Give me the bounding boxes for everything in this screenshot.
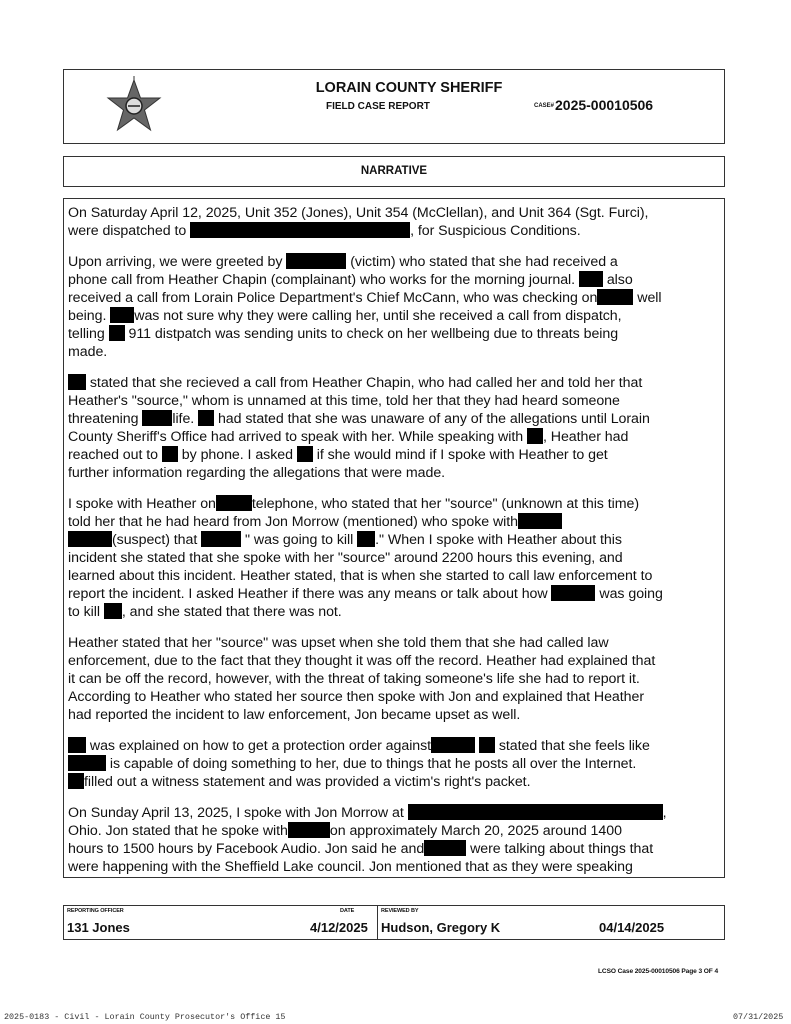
redaction-block (104, 603, 122, 619)
narrative-line (68, 374, 718, 392)
narrative-text-segment: on approximately March 20, 2025 around 1400 (329, 822, 622, 839)
narrative-text-segment: is capable of doing something to her, due to things that he posts all over the Internet. (106, 756, 637, 773)
narrative-body (63, 198, 725, 878)
redaction-block (357, 531, 375, 547)
redaction-block (110, 307, 134, 323)
narrative-text-segment: made. (68, 344, 108, 361)
redaction-block (527, 428, 543, 444)
report-header (63, 69, 725, 144)
narrative-line (68, 410, 718, 428)
narrative-line (68, 670, 718, 688)
narrative-text-segment: being. (68, 307, 111, 324)
narrative-text-segment: incident she stated that she spoke with her "source" around 2200 hours this evening, and (68, 550, 623, 567)
narrative-line (68, 222, 718, 240)
narrative-paragraph (68, 204, 718, 240)
page-info: LCSO Case 2025-00010506 Page 3 OF 4 (598, 968, 719, 975)
redaction-block (142, 410, 172, 426)
redaction-block (424, 840, 466, 856)
narrative-text-segment: learned about this incident. Heather stated, that is when she started to call law enforcement to (68, 568, 653, 585)
narrative-text-segment: Heather stated that her "source" was upset when she told them that she had called law (68, 634, 609, 651)
narrative-line (68, 822, 718, 840)
narrative-line (68, 804, 718, 822)
narrative-line (68, 307, 718, 325)
redaction-block (286, 253, 346, 269)
narrative-text-segment: According to Heather who stated her source then spoke with Jon and explained that Heather (68, 689, 645, 706)
narrative-text-segment: to kill (68, 604, 104, 621)
narrative-line (68, 204, 718, 222)
narrative-line (68, 253, 718, 271)
redaction-block (518, 513, 562, 529)
bates-stamp: 2025-0183 - Civil - Lorain County Prosecutor's Office 15 (4, 1012, 286, 1022)
narrative-text-segment: was not sure why they were calling her, until she received a call from dispatch, (134, 307, 622, 324)
narrative-text-segment: received a call from Lorain Police Department's Chief McCann, who was checking on (68, 289, 598, 306)
narrative-line (68, 495, 718, 513)
narrative-heading: NARRATIVE (360, 165, 428, 177)
narrative-text-segment: were happening with the Sheffield Lake council. Jon mentioned that as they were speaking (68, 859, 633, 875)
narrative-line (68, 531, 718, 549)
reviewed-by-label: REVIEWED BY (381, 908, 419, 914)
report-footer (63, 905, 725, 940)
narrative-text-segment: filled out a witness statement and was provided a victim's right's packet. (84, 774, 531, 791)
redaction-block (68, 737, 86, 753)
agency-title: LORAIN COUNTY SHERIFF (315, 80, 503, 96)
redaction-block (68, 531, 112, 547)
narrative-line (68, 706, 718, 724)
redaction-block (68, 755, 106, 771)
redaction-block (68, 773, 84, 789)
narrative-text-segment: I spoke with Heather on (68, 495, 216, 512)
narrative-text-segment: telling (68, 326, 109, 343)
narrative-paragraph (68, 495, 718, 622)
narrative-text-segment: , Heather had (542, 429, 629, 446)
case-label: CASE# (534, 103, 555, 109)
narrative-text-segment: " was going to kill (241, 532, 358, 548)
date-label: DATE (340, 908, 355, 914)
reporting-officer-label: REPORTING OFFICER (67, 908, 124, 914)
narrative-text-segment: further information regarding the allegations that were made. (68, 465, 446, 482)
narrative-line (68, 688, 718, 706)
narrative-text-segment: well (633, 289, 662, 306)
narrative-text-segment: phone call from Heather Chapin (complainant) who works for the morning journal. (68, 271, 579, 288)
redaction-block (479, 737, 495, 753)
narrative-text-segment: On Saturday April 12, 2025, Unit 352 (Jones), Unit 354 (McClellan), and Unit 364 (Sgt. Furci), (68, 205, 649, 221)
narrative-text-segment: threatening (68, 410, 143, 427)
narrative-text-segment: , for Suspicious Conditions. (410, 223, 581, 240)
redaction-block (408, 804, 663, 820)
narrative-text-segment: 911 distpatch was sending units to check on her wellbeing due to threats being (124, 326, 619, 343)
narrative-line (68, 271, 718, 289)
narrative-text-segment: it can be off the record, however, with the threat of taking someone's life she had to report it. (68, 671, 640, 688)
narrative-line (68, 840, 718, 858)
narrative-line (68, 513, 718, 531)
redaction-block (162, 446, 178, 462)
redaction-block (198, 410, 214, 426)
narrative-text-segment: Upon arriving, we were greeted by (68, 253, 287, 270)
narrative-text-segment: Heather's "source," whom is unnamed at this time, told her that they had heard someone (68, 392, 620, 409)
narrative-line (68, 428, 718, 446)
narrative-line (68, 446, 718, 464)
redaction-block (297, 446, 313, 462)
narrative-text-segment: On Sunday April 13, 2025, I spoke with Jon Morrow at (68, 804, 408, 821)
narrative-text-segment: were talking about things that (466, 840, 654, 857)
narrative-text-segment: were dispatched to (68, 223, 191, 240)
narrative-line (68, 343, 718, 361)
narrative-text-segment: reached out to (68, 447, 162, 464)
narrative-text-segment: had stated that she was unaware of any of the allegations until Lorain (214, 410, 650, 427)
narrative-text-segment: hours to 1500 hours by Facebook Audio. Jon said he and (68, 840, 425, 857)
reviewed-date: 04/14/2025 (599, 920, 665, 935)
narrative-line (68, 585, 718, 603)
narrative-text-segment: was going (595, 586, 663, 603)
report-date: 4/12/2025 (310, 920, 368, 935)
narrative-text-segment: telephone, who stated that her "source" (unknown at this time) (251, 495, 640, 512)
redaction-block (551, 585, 595, 601)
redaction-block (579, 271, 603, 287)
report-subtitle: FIELD CASE REPORT (326, 101, 430, 112)
narrative-line (68, 755, 718, 773)
narrative-paragraph (68, 737, 718, 791)
narrative-text-segment: ." When I spoke with Heather about this (375, 532, 622, 548)
narrative-line (68, 392, 718, 410)
narrative-text-segment: Ohio. Jon stated that he spoke with (68, 822, 288, 839)
redaction-block (201, 531, 241, 547)
case-number: 2025-00010506 (555, 97, 654, 113)
narrative-line (68, 289, 718, 307)
narrative-text-segment: , (662, 804, 667, 821)
narrative-text-segment: if she would mind if I spoke with Heather to get (312, 447, 608, 464)
narrative-text-segment: told her that he had heard from Jon Morrow (mentioned) who spoke with (68, 513, 518, 530)
redaction-block (431, 737, 475, 753)
narrative-text-segment: by phone. I asked (177, 447, 297, 464)
redaction-block (68, 374, 86, 390)
reviewed-by: Hudson, Gregory K (381, 920, 501, 935)
redaction-block (190, 222, 410, 238)
narrative-text-segment: stated that she feels like (494, 737, 650, 754)
reporting-officer: 131 Jones (67, 920, 130, 935)
narrative-heading-box (63, 156, 725, 187)
narrative-line (68, 464, 718, 482)
narrative-text (68, 204, 718, 878)
narrative-text-segment: County Sheriff's Office had arrived to speak with her. While speaking with (68, 429, 527, 446)
narrative-line (68, 603, 718, 621)
narrative-line (68, 737, 718, 755)
redaction-block (288, 822, 330, 838)
narrative-text-segment: (victim) who stated that she had received a (346, 253, 618, 270)
narrative-text-segment: also (602, 271, 633, 288)
narrative-text-segment: report the incident. I asked Heather if there was any means or talk about how (68, 586, 552, 603)
narrative-line (68, 634, 718, 652)
redaction-block (597, 289, 633, 305)
narrative-paragraph (68, 804, 718, 876)
narrative-text-segment: had reported the incident to law enforcement, Jon became upset as well. (68, 707, 521, 724)
narrative-text-segment: (suspect) that (112, 532, 202, 548)
narrative-text-segment: enforcement, due to the fact that they thought it was off the record. Heather had explained that (68, 653, 656, 670)
redaction-block (216, 495, 252, 511)
narrative-text-segment: , and she stated that there was not. (121, 604, 342, 621)
narrative-line (68, 652, 718, 670)
stamp-date: 07/31/2025 (733, 1012, 784, 1022)
narrative-text-segment: life. (172, 410, 199, 427)
narrative-paragraph (68, 374, 718, 483)
narrative-text-segment: stated that she recieved a call from Heather Chapin, who had called her and told her that (86, 374, 643, 391)
redaction-block (109, 325, 125, 341)
footer-divider (377, 906, 378, 939)
narrative-line (68, 858, 718, 876)
narrative-text-segment: was explained on how to get a protection order against (86, 737, 432, 754)
narrative-paragraph (68, 253, 718, 362)
narrative-line (68, 549, 718, 567)
narrative-line (68, 773, 718, 791)
narrative-line (68, 567, 718, 585)
narrative-paragraph (68, 634, 718, 724)
narrative-line (68, 325, 718, 343)
